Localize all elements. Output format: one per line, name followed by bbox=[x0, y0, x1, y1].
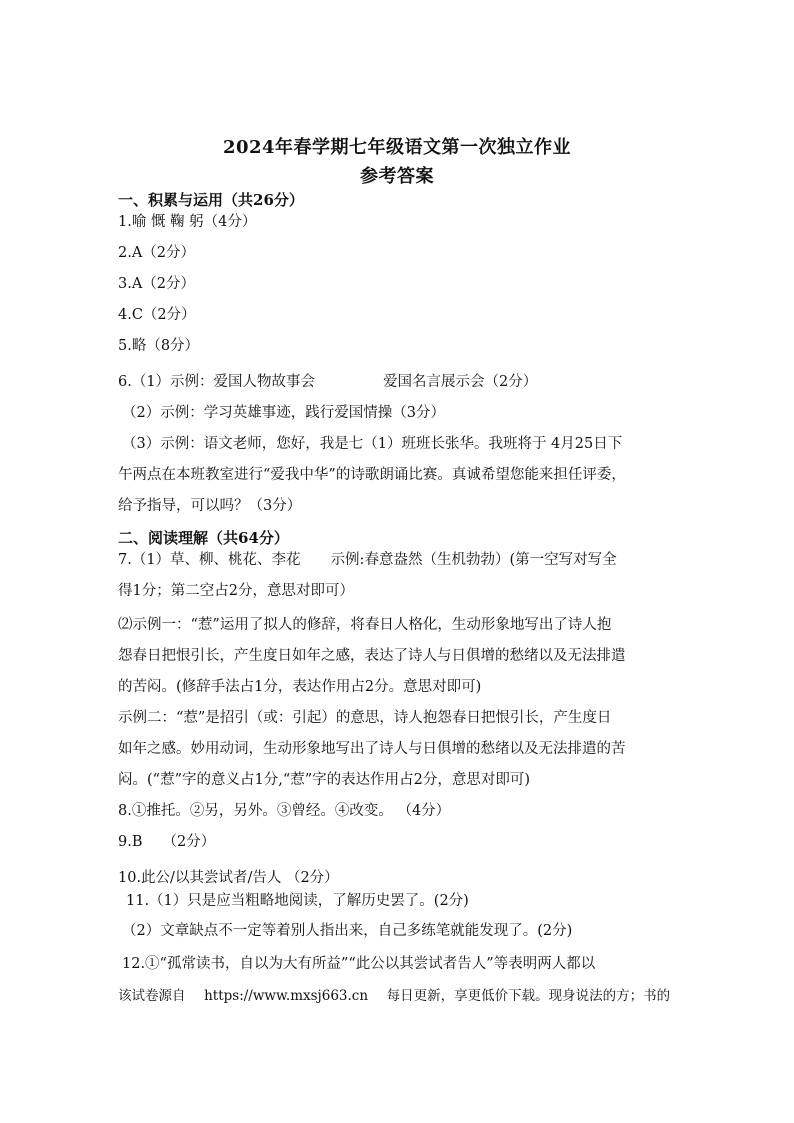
answer-q7-example2-line3: 闷。(“惹”字的意义占1分,“惹”字的表达作用占2分，意思对即可) bbox=[118, 772, 531, 788]
answer-q9-score: （2分） bbox=[162, 834, 216, 850]
answer-q12-line1: 12.①“孤常读书，自以为大有所益”“此公以其尝试者告人”等表明两人都以 bbox=[122, 956, 596, 972]
answer-q7-2-line2: 怨春日把恨引长，产生度日如年之感，表达了诗人与日俱增的愁绪以及无法排遣 bbox=[118, 648, 626, 664]
answer-q4: 4.C（2分） bbox=[118, 307, 196, 323]
answer-q1: 1.喻 慨 鞠 躬（4分） bbox=[118, 214, 257, 230]
answer-q6-3-line3: 给予指导，可以吗？（3分） bbox=[118, 498, 302, 514]
answer-q10: 10.此公/以其尝试者/告人 （2分） bbox=[118, 870, 339, 886]
answer-q7-example2-line1: 示例二：“惹”是招引（或：引起）的意思，诗人抱怨春日把恨引长，产生度日 bbox=[118, 710, 612, 726]
answer-q6-1 bbox=[118, 372, 678, 392]
answer-q9-choice: 9.B bbox=[118, 834, 143, 850]
answer-q2: 2.A（2分） bbox=[118, 245, 196, 261]
section-1-heading: 一、积累与运用（共26分） bbox=[118, 191, 304, 209]
doc-subtitle: 参考答案 bbox=[360, 166, 434, 187]
answer-q11-2: （2）文章缺点不一定等着别人指出来，自己多练笔就能发现了。(2分) bbox=[122, 923, 573, 939]
footer-source-label: 该试卷源自 bbox=[118, 988, 186, 1004]
answer-q7-2-line1: ⑵示例一：“惹”运用了拟人的修辞，将春日人格化，生动形象地写出了诗人抱 bbox=[118, 617, 612, 633]
footer-promo-text: 每日更新，享更低价下载。现身说法的方；书的 bbox=[386, 988, 671, 1004]
answer-q5: 5.略（8分） bbox=[118, 338, 200, 354]
answer-q11-1: 11.（1）只是应当粗略地阅读，了解历史罢了。(2分) bbox=[126, 893, 469, 909]
answer-q3: 3.A（2分） bbox=[118, 276, 196, 292]
answer-q7-1-part-b: 示例:春意盎然（生机勃勃）(第一空写对写全 bbox=[330, 552, 617, 568]
answer-q6-3-line2: 午两点在本班教室进行“爱我中华”的诗歌朗诵比赛。真诚希望您能来担任评委， bbox=[118, 467, 626, 483]
doc-title: 2024年春学期七年级语文第一次独立作业 bbox=[222, 137, 572, 158]
answer-q9 bbox=[118, 832, 678, 852]
answer-q6-1-part-b: 爱国名言展示会（2分） bbox=[383, 374, 538, 390]
answer-q6-3-line1: （3）示例：语文老师，您好，我是七（1）班班长张华。我班将于 4月25日下 bbox=[122, 436, 623, 452]
answer-q6-1-part-a: 6.（1）示例：爱国人物故事会 bbox=[118, 374, 316, 390]
answer-q7-1-line1 bbox=[118, 550, 678, 570]
footer-line bbox=[118, 986, 678, 1006]
answer-q7-1-line2: 得1分；第二空占2分，意思对即可） bbox=[118, 583, 354, 599]
answer-q7-1-part-a: 7.（1）草、柳、桃花、李花 bbox=[118, 552, 301, 568]
answer-q6-2: （2）示例：学习英雄事迹，践行爱国情操（3分） bbox=[122, 405, 445, 421]
answer-q8: 8.①推托。②另，另外。③曾经。④改变。 （4分） bbox=[118, 803, 451, 819]
answer-q7-example2-line2: 如年之感。妙用动词，生动形象地写出了诗人与日俱增的愁绪以及无法排遣的苦 bbox=[118, 741, 626, 757]
answer-q7-2-line3: 的苦闷。(修辞手法占1分，表达作用占2分。意思对即可) bbox=[118, 679, 482, 695]
footer-url-link[interactable]: https://www.mxsj663.cn bbox=[204, 988, 369, 1004]
section-2-heading: 二、阅读理解（共64分） bbox=[118, 529, 289, 547]
